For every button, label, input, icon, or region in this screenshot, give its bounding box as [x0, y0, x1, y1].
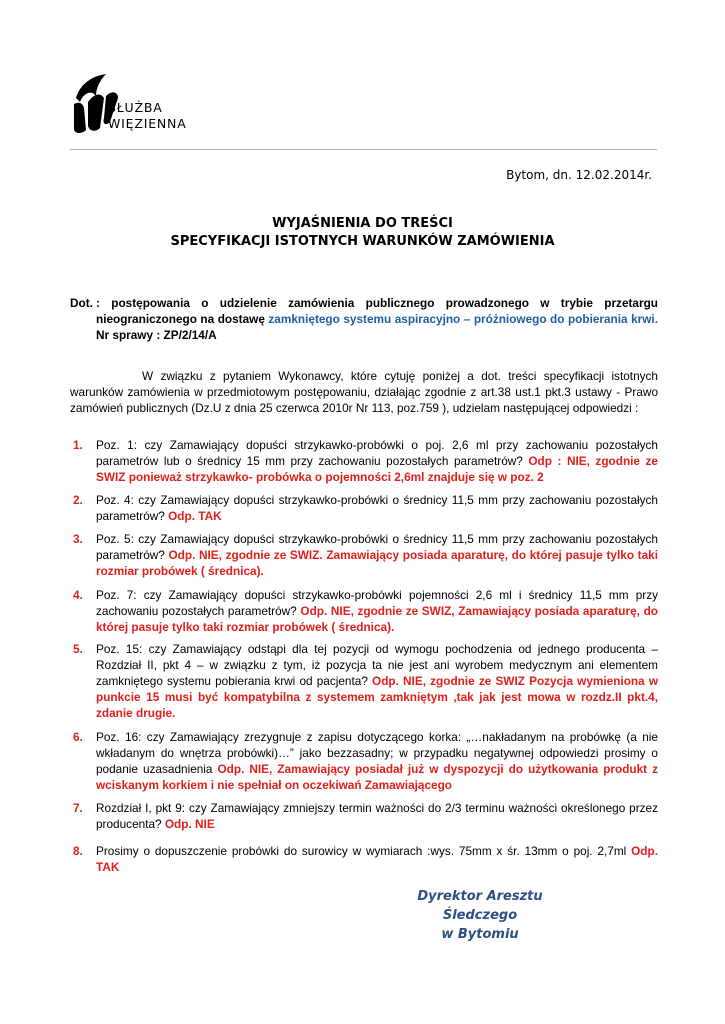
signature-line-1: Dyrektor Aresztu Śledczego	[417, 889, 543, 923]
subject-text-highlight: zamkniętego systemu aspiracyjno – próżniowego do pobierania krwi.	[268, 312, 658, 326]
logo-line-2: WIĘZIENNA	[108, 116, 187, 131]
item-answer: Odp. NIE, zgodnie ze SWIZ Pozycja wymieniona w punkcie 15 musi być kompatybilna z systemem zamkniętym ,tak jak jest mowa w rozdz.II pkt.4, zdanie drugie.	[96, 674, 658, 720]
intro-paragraph: W związku z pytaniem Wykonawcy, które cytuję poniżej a dot. treści specyfikacji istotnych warunków zamówienia w przedmiotowym postępowaniu, działając zgodnie z art.38 ust.1 pkt.3 ustawy - Prawo zamówień publicznych (Dz.U z dnia 25 czerwca 2010r Nr 113, poz.759 ), udzielam następującej odpowiedzi :	[70, 369, 658, 415]
item-answer: Odp. NIE, zgodnie ze SWIZ. Zamawiający posiada aparaturę, do której pasuje tylko taki rozmiar probówek ( średnica).	[96, 548, 659, 578]
list-item	[70, 800, 658, 832]
signature-line-2: w Bytomiu	[441, 927, 519, 942]
logo-line-1: SŁUŻBA	[108, 100, 163, 115]
subject-label: Dot.	[70, 296, 93, 310]
list-item	[70, 437, 658, 485]
title-line-2: SPECYFIKACJI ISTOTNYCH WARUNKÓW ZAMÓWIENIA	[170, 234, 555, 249]
document-date: Bytom, dn. 12.02.2014r.	[506, 168, 652, 182]
item-question: Poz. 7: czy Zamawiający dopuści strzykawko-probówki pojemności 2,6 ml i średnicy 11,5 mm przy zachowaniu pozostałych parametrów?	[96, 588, 658, 618]
list-item	[70, 587, 658, 635]
item-answer: Odp. NIE	[164, 817, 215, 831]
item-number: 1.	[73, 438, 83, 452]
item-number: 4.	[73, 588, 83, 602]
header-divider	[70, 149, 657, 150]
logo-text	[108, 100, 187, 132]
title-line-1: WYJAŚNIENIA DO TREŚCI	[272, 216, 453, 231]
item-number: 6.	[73, 730, 83, 744]
item-number: 7.	[73, 801, 83, 815]
item-number: 8.	[73, 844, 83, 858]
list-item	[70, 641, 658, 721]
item-question: Poz. 5: czy Zamawiający dopuści strzykawko-probówki o średnicy 11,5 mm przy zachowaniu pozostałych parametrów?	[96, 532, 658, 562]
list-item	[70, 531, 658, 579]
list-item	[70, 729, 658, 793]
item-number: 5.	[73, 642, 83, 656]
item-question: Poz. 4: czy Zamawiający dopuści strzykawko-probówki o średnicy 11,5 mm przy zachowaniu pozostałych parametrów?	[96, 493, 658, 523]
subject-case-number: Nr sprawy : ZP/2/14/A	[96, 328, 217, 342]
subject-text	[96, 295, 658, 343]
document-title	[0, 215, 725, 251]
item-answer: Odp. NIE, zgodnie ze SWIZ, Zamawiający posiada aparaturę, do której pasuje tylko taki rozmiar probówek ( średnica).	[96, 604, 658, 634]
item-answer: Odp. NIE, Zamawiający posiadał już w dyspozycji do użytkowania produkt z wciskanym korkiem i nie spełniał on oczekiwań Zamawiającego	[96, 762, 658, 792]
item-question: Poz. 15: czy Zamawiający odstąpi dla tej pozycji od wymogu pochodzenia od jednego producenta – Rozdział II, pkt 4 – w związku z tym, iż pozycja ta nie jest ani wyrobem medycznym ani elementem zamkniętego systemu pobierania krwi od pacjenta?	[96, 642, 658, 688]
list-item	[70, 492, 658, 524]
item-answer: Odp : NIE, zgodnie ze SWIZ ponieważ strzykawko- probówka o pojemności 2,6ml znajduje się w poz. 2	[96, 454, 658, 484]
subject-text-main: : postępowania o udzielenie zamówienia publicznego prowadzonego w trybie przetargu nieograniczonego na dostawę	[96, 296, 658, 326]
item-answer: Odp. TAK	[96, 844, 658, 874]
item-number: 3.	[73, 532, 83, 546]
item-question: Poz. 1: czy Zamawiający dopuści strzykawko-probówki o poj. 2,6 ml przy zachowaniu pozostałych parametrów lub o średnicy 15 mm przy zachowaniu pozostałych parametrów?	[96, 438, 658, 468]
signature	[386, 887, 574, 944]
subject-block	[70, 295, 658, 343]
item-question: Poz. 16: czy Zamawiający zrezygnuje z zapisu dotyczącego korka: „…nakładanym na probówkę (a nie wkładanym do wnętrza probówki)…” jako bezzasadny; w przypadku negatywnej odpowiedzi prosimy o podanie uzasadnienia	[96, 730, 658, 776]
list-item	[70, 843, 658, 875]
item-question: Rozdział I, pkt 9: czy Zamawiający zmniejszy termin ważności do 2/3 terminu ważności określonego przez producenta?	[96, 801, 658, 831]
item-number: 2.	[73, 493, 83, 507]
item-question: Prosimy o dopuszczenie probówki do surowicy w wymiarach :wys. 75mm x śr. 13mm o poj. 2,7ml	[96, 844, 632, 858]
item-answer: Odp. TAK	[168, 509, 222, 523]
